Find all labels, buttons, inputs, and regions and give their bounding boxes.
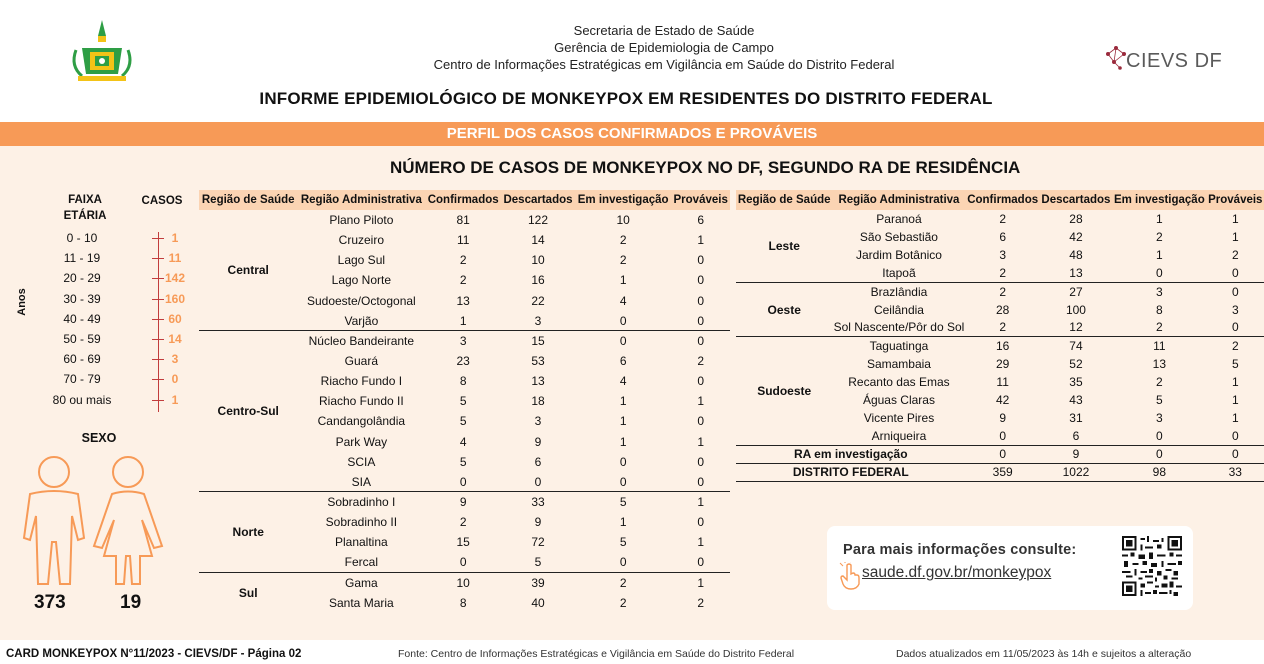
count-cell: 2: [459, 253, 467, 268]
page-title: INFORME EPIDEMIOLÓGICO DE MONKEYPOX EM RESIDENTES DO DISTRITO FEDERAL: [259, 89, 993, 108]
count-cell: 122: [527, 213, 549, 228]
count-cell: 100: [1065, 302, 1086, 317]
age-case-count: 11: [168, 251, 182, 266]
count-cell: 0: [1231, 428, 1239, 443]
age-case-count: 14: [168, 332, 182, 346]
count-cell: 81: [456, 213, 470, 228]
female-count: 19: [120, 592, 142, 613]
count-cell: 3: [999, 248, 1006, 263]
count-cell: 0: [697, 313, 705, 328]
age-range-label: 40 - 49: [63, 311, 101, 326]
count-cell: 6: [697, 213, 705, 228]
count-cell: 0: [697, 293, 705, 308]
ra-name-cell: Santa Maria: [329, 595, 394, 610]
count-cell: 1: [1231, 212, 1239, 227]
table-row: [736, 282, 1264, 300]
count-cell: 12: [1069, 320, 1083, 335]
count-cell: 0: [1231, 266, 1239, 281]
count-cell: 10: [425, 573, 501, 593]
health-region-cell: Leste: [768, 238, 800, 253]
count-cell: 2: [999, 212, 1006, 227]
count-cell: 11: [1112, 337, 1206, 355]
total-row: [736, 463, 1264, 481]
count-cell: 2: [1231, 248, 1239, 263]
ra-name-cell: Varjão: [344, 313, 379, 328]
age-range-label: 0 - 10: [66, 231, 98, 245]
count-cell: 2: [966, 282, 1040, 300]
section-subtitle: NÚMERO DE CASOS DE MONKEYPOX NO DF, SEGUNDO RA DE RESIDÊNCIA: [390, 158, 1021, 177]
count-cell: 1: [619, 394, 627, 409]
col-header: Em investigação: [575, 190, 671, 210]
health-region-cell: Sudoeste: [736, 337, 832, 446]
count-cell: 10: [616, 213, 630, 228]
count-cell: 4: [619, 293, 627, 308]
age-row: [28, 391, 188, 411]
footer: [0, 640, 1264, 664]
age-range-label: 60 - 69: [63, 352, 101, 367]
count-cell: 1: [1231, 411, 1239, 426]
count-cell: 1: [1231, 230, 1239, 245]
ra-name-cell: Taguatinga: [832, 337, 965, 355]
count-cell: 4: [459, 434, 467, 449]
age-range-label: 11 - 19: [63, 251, 101, 266]
count-cell: 6: [619, 354, 627, 369]
ra-table-left: [199, 190, 730, 613]
count-cell: 15: [456, 535, 470, 550]
count-cell: 9: [999, 411, 1006, 426]
count-cell: 6: [999, 230, 1006, 245]
col-header: Região de Saúde: [736, 190, 832, 210]
health-region-cell: Sul: [199, 573, 297, 613]
ra-name-cell: Planaltina: [334, 535, 388, 550]
age-range-label: 20 - 29: [63, 271, 101, 286]
age-case-count: 3: [171, 352, 179, 367]
age-case-count: 1: [171, 231, 179, 245]
footer-source: Fonte: Centro de Informações Estratégicas e Vigilância em Saúde do Distrito Federal: [398, 648, 795, 660]
table-row: [736, 337, 1264, 355]
count-cell: 22: [531, 293, 545, 308]
count-cell: 1: [697, 233, 705, 248]
count-cell: 0: [966, 445, 1040, 463]
info-link[interactable]: saude.df.gov.br/monkeypox: [862, 564, 1052, 581]
health-region-cell: Oeste: [736, 282, 832, 336]
info-box: [827, 526, 1193, 610]
count-cell: 2: [619, 233, 627, 248]
sex-figures: [12, 454, 172, 588]
ra-name-cell: Sudoeste/Octogonal: [306, 293, 416, 308]
col-header: Confirmados: [966, 190, 1040, 210]
count-cell: 5: [619, 535, 627, 550]
pointing-hand-icon: [839, 562, 861, 590]
table-row: [199, 573, 730, 593]
count-cell: 1: [619, 273, 627, 288]
count-cell: 1: [697, 394, 705, 409]
count-cell: 9: [534, 515, 542, 530]
age-header-line: FAIXA: [68, 194, 102, 206]
count-cell: 14: [531, 233, 545, 248]
col-header: Descartados: [1040, 190, 1112, 210]
age-case-count: 0: [171, 372, 179, 387]
ra-name-cell: Sol Nascente/Pôr do Sol: [833, 320, 965, 335]
count-cell: 98: [1112, 463, 1206, 481]
count-cell: 74: [1040, 337, 1112, 355]
age-row: [28, 269, 188, 289]
count-cell: 2: [697, 595, 705, 610]
count-cell: 72: [531, 535, 545, 550]
count-cell: 5: [1156, 392, 1163, 407]
count-cell: 0: [697, 555, 705, 570]
count-cell: 0: [697, 253, 705, 268]
header-line: Centro de Informações Estratégicas em Vigilância em Saúde do Distrito Federal: [433, 57, 895, 72]
count-cell: 2: [1207, 337, 1264, 355]
count-cell: 48: [1069, 248, 1083, 263]
count-cell: 53: [531, 354, 545, 369]
count-cell: 0: [697, 474, 705, 489]
age-row: [28, 350, 188, 370]
count-cell: 16: [531, 273, 545, 288]
count-cell: 5: [1231, 356, 1239, 371]
count-cell: 1: [697, 434, 705, 449]
ra-name-cell: Riacho Fundo I: [320, 374, 403, 389]
count-cell: 23: [456, 354, 470, 369]
age-row: [28, 310, 188, 330]
table-row: [199, 492, 730, 512]
ra-name-cell: Recanto das Emas: [848, 374, 950, 389]
count-cell: 40: [531, 595, 545, 610]
count-cell: 5: [459, 394, 467, 409]
section-banner: PERFIL DOS CASOS CONFIRMADOS E PROVÁVEIS: [0, 122, 1264, 146]
col-header: Descartados: [501, 190, 575, 210]
age-case-count: 60: [168, 311, 182, 326]
count-cell: 27: [1040, 282, 1112, 300]
col-header: Prováveis: [671, 190, 730, 210]
footer-card-id: CARD MONKEYPOX N°11/2023 - CIEVS/DF - Página 02: [6, 648, 302, 660]
age-range-label: 80 ou mais: [52, 392, 112, 407]
count-cell: 13: [531, 374, 545, 389]
ra-name-cell: São Sebastião: [859, 230, 938, 245]
count-cell: 0: [534, 474, 542, 489]
count-cell: 0: [697, 374, 705, 389]
count-cell: 10: [531, 253, 545, 268]
table-row: [199, 210, 730, 230]
header-text: [300, 22, 1028, 73]
ra-name-cell: Plano Piloto: [329, 213, 394, 228]
count-cell: 0: [1112, 445, 1206, 463]
health-region-cell: Centro-Sul: [199, 331, 297, 492]
count-cell: 2: [1156, 374, 1163, 389]
count-cell: 0: [697, 515, 705, 530]
count-cell: 9: [1040, 445, 1112, 463]
age-row: [28, 330, 188, 350]
ra-name-cell: Arniqueira: [871, 428, 927, 443]
count-cell: 18: [531, 394, 545, 409]
gdf-brasao-icon: [68, 18, 136, 84]
ra-name-cell: SIA: [351, 474, 372, 489]
count-cell: 1: [1231, 374, 1239, 389]
count-cell: 0: [1207, 445, 1264, 463]
sex-header: SEXO: [81, 431, 117, 445]
count-cell: 2: [459, 273, 467, 288]
age-range-label: 30 - 39: [63, 291, 101, 306]
ra-name-cell: Cruzeiro: [338, 233, 385, 248]
footer-updated: Dados atualizados em 11/05/2023 às 14h e sujeitos a alteração: [896, 648, 1192, 660]
ra-name-cell: Samambaia: [866, 356, 931, 371]
count-cell: 13: [456, 293, 470, 308]
age-row: [28, 370, 188, 390]
count-cell: 6: [1072, 428, 1080, 443]
table-header-row: [199, 190, 730, 210]
count-cell: 0: [459, 474, 467, 489]
count-cell: 1: [1156, 212, 1163, 227]
count-cell: 1: [1156, 248, 1163, 263]
count-cell: 0: [459, 555, 467, 570]
age-case-count: 1: [171, 392, 179, 407]
row-label-cell: DISTRITO FEDERAL: [736, 463, 966, 481]
count-cell: 3: [1112, 282, 1206, 300]
col-header: Região de Saúde: [199, 190, 297, 210]
ra-name-cell: Brazlândia: [832, 282, 965, 300]
count-cell: 3: [1231, 302, 1239, 317]
count-cell: 35: [1069, 374, 1083, 389]
info-title: Para mais informações consulte:: [843, 542, 1077, 558]
male-figure-icon: [24, 457, 84, 584]
count-cell: 1: [697, 535, 705, 550]
count-cell: 0: [619, 313, 627, 328]
ra-name-cell: Jardim Botânico: [855, 248, 942, 263]
count-cell: 9: [534, 434, 542, 449]
count-cell: 359: [966, 463, 1040, 481]
col-header: Prováveis: [1207, 190, 1264, 210]
count-cell: 0: [1156, 266, 1163, 281]
count-cell: 3: [425, 331, 501, 351]
ra-name-cell: Gama: [297, 573, 425, 593]
count-cell: 28: [1069, 212, 1083, 227]
col-header: Em investigação: [1112, 190, 1206, 210]
age-row: [28, 229, 188, 249]
age-row: [28, 249, 188, 269]
ra-name-cell: Riacho Fundo II: [318, 394, 404, 409]
count-cell: 0: [575, 331, 671, 351]
ra-name-cell: Sobradinho II: [325, 515, 398, 530]
count-cell: 2: [999, 266, 1006, 281]
count-cell: 15: [501, 331, 575, 351]
count-cell: 8: [459, 374, 467, 389]
age-range-label: 70 - 79: [63, 372, 101, 387]
count-cell: 52: [1069, 356, 1083, 371]
count-cell: 1: [619, 414, 627, 429]
count-cell: 0: [1156, 428, 1163, 443]
count-cell: 2: [1156, 230, 1163, 245]
count-cell: 43: [1069, 392, 1083, 407]
count-cell: 1: [619, 434, 627, 449]
ra-table-right: [736, 190, 1264, 482]
ra-name-cell: Fercal: [344, 555, 379, 570]
count-cell: 11: [456, 233, 470, 248]
ra-name-cell: Lago Norte: [331, 273, 392, 288]
count-cell: 2: [619, 595, 627, 610]
health-region-cell: Central: [227, 263, 269, 278]
ra-name-cell: Núcleo Bandeirante: [297, 331, 425, 351]
age-case-count: 142: [164, 271, 186, 286]
content-panel: [0, 146, 1264, 640]
count-cell: 31: [1069, 411, 1083, 426]
count-cell: 33: [501, 492, 575, 512]
count-cell: 1022: [1040, 463, 1112, 481]
cievs-logo-text: CIEVS DF: [1126, 50, 1223, 72]
cievs-logo: [1104, 44, 1224, 78]
investigation-row: [736, 445, 1264, 463]
count-cell: 28: [995, 302, 1010, 317]
casos-header: CASOS: [141, 195, 183, 207]
count-cell: 39: [501, 573, 575, 593]
col-header: Região Administrativa: [297, 190, 425, 210]
count-cell: 5: [534, 555, 542, 570]
count-cell: 1: [671, 492, 730, 512]
count-cell: 3: [534, 414, 542, 429]
count-cell: 8: [459, 595, 467, 610]
ra-name-cell: Águas Claras: [862, 392, 935, 407]
age-case-count: 160: [164, 291, 186, 306]
age-header-line: ETÁRIA: [63, 210, 107, 222]
count-cell: 9: [425, 492, 501, 512]
ra-name-cell: Ceilândia: [873, 302, 924, 317]
count-cell: 4: [619, 374, 627, 389]
count-cell: 0: [671, 331, 730, 351]
count-cell: 0: [619, 555, 627, 570]
count-cell: 5: [459, 414, 467, 429]
age-axis-label: Anos: [15, 288, 28, 316]
count-cell: 2: [619, 253, 627, 268]
count-cell: 0: [697, 273, 705, 288]
count-cell: 5: [459, 454, 467, 469]
count-cell: 3: [534, 313, 542, 328]
count-cell: 6: [534, 454, 542, 469]
count-cell: 0: [1207, 282, 1264, 300]
count-cell: 42: [995, 392, 1010, 407]
count-cell: 3: [1156, 411, 1163, 426]
count-cell: 0: [697, 454, 705, 469]
count-cell: 16: [966, 337, 1040, 355]
ra-name-cell: Paranoá: [876, 212, 922, 227]
count-cell: 11: [996, 374, 1009, 389]
age-range-label: 50 - 59: [63, 332, 101, 346]
ra-name-cell: Itapoã: [882, 266, 916, 281]
count-cell: 0: [1231, 320, 1239, 335]
count-cell: 2: [999, 320, 1006, 335]
ra-name-cell: SCIA: [347, 454, 376, 469]
ra-name-cell: Sobradinho I: [297, 492, 425, 512]
age-row: [28, 290, 188, 310]
qr-code-icon[interactable]: [1122, 536, 1182, 596]
count-cell: 2: [697, 354, 705, 369]
age-header: [40, 192, 130, 224]
count-cell: 2: [575, 573, 671, 593]
header-line: Gerência de Epidemiologia de Campo: [554, 40, 774, 55]
col-header: Confirmados: [425, 190, 501, 210]
count-cell: 1: [459, 313, 467, 328]
ra-name-cell: Park Way: [335, 434, 388, 449]
ra-name-cell: Vicente Pires: [863, 411, 935, 426]
count-cell: 5: [575, 492, 671, 512]
count-cell: 2: [1156, 320, 1163, 335]
female-figure-icon: [94, 457, 162, 584]
count-cell: 1: [619, 515, 627, 530]
ra-name-cell: Lago Sul: [337, 253, 386, 268]
count-cell: 0: [619, 454, 627, 469]
header-line: Secretaria de Estado de Saúde: [573, 23, 755, 38]
ra-name-cell: Candangolândia: [317, 414, 406, 429]
count-cell: 0: [697, 414, 705, 429]
count-cell: 1: [671, 573, 730, 593]
count-cell: 13: [1069, 266, 1083, 281]
count-cell: 29: [995, 356, 1010, 371]
table-row: [736, 210, 1264, 228]
count-cell: 1: [1231, 392, 1239, 407]
col-header: Região Administrativa: [832, 190, 965, 210]
count-cell: 13: [1152, 356, 1167, 371]
count-cell: 0: [619, 474, 627, 489]
row-label-cell: RA em investigação: [736, 445, 966, 463]
table-header-row: [736, 190, 1264, 210]
count-cell: 8: [1156, 302, 1163, 317]
count-cell: 0: [999, 428, 1006, 443]
health-region-cell: Norte: [199, 492, 297, 573]
count-cell: 2: [459, 515, 467, 530]
male-count: 373: [34, 592, 66, 613]
cievs-network-icon: [1104, 44, 1128, 74]
header-area: [0, 0, 1264, 120]
count-cell: 33: [1207, 463, 1264, 481]
table-row: [199, 331, 730, 351]
ra-name-cell: Guará: [344, 354, 379, 369]
count-cell: 42: [1069, 230, 1083, 245]
